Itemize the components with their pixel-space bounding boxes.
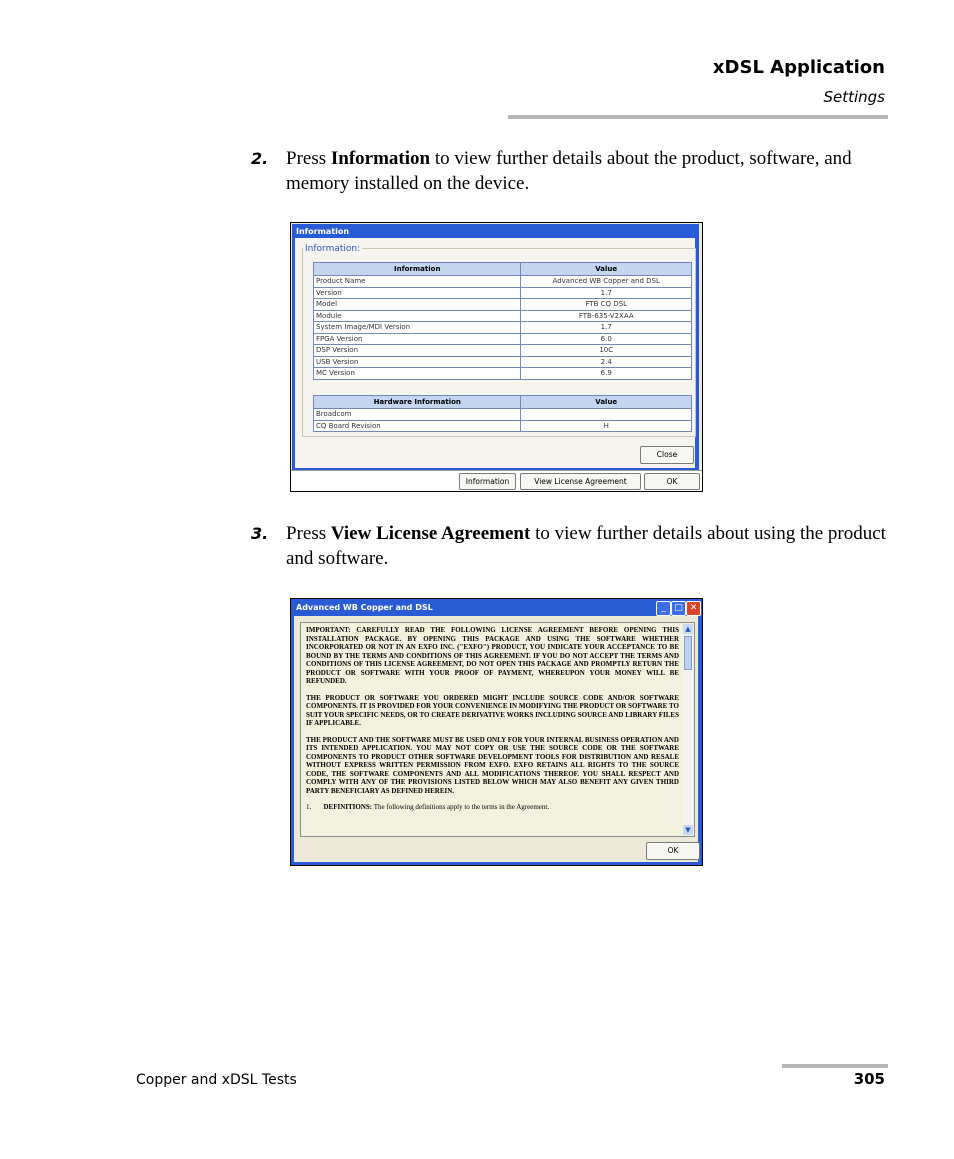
table-row [314, 356, 692, 368]
row-value: H [521, 420, 692, 432]
footer-rule [782, 1064, 888, 1068]
step-number: 2. [251, 149, 269, 168]
table-row [314, 310, 692, 322]
close-icon[interactable]: ✕ [686, 601, 701, 616]
row-value: Advanced WB Copper and DSL [521, 276, 692, 288]
row-value: FTB-635-V2XAA [521, 310, 692, 322]
step-2 [251, 146, 891, 196]
hardware-information-table [313, 395, 692, 432]
table-row [314, 368, 692, 380]
definitions-number: 1. [306, 803, 312, 811]
row-value: 6.9 [521, 368, 692, 380]
step-text-post: to view further details about the product, software, and memory installed on the device. [286, 148, 852, 194]
definitions-heading: DEFINITIONS: [323, 803, 373, 811]
column-header-hardware-information: Hardware Information [314, 396, 521, 409]
table-row [314, 287, 692, 299]
table-row [314, 299, 692, 311]
license-paragraph: IMPORTANT: CAREFULLY READ THE FOLLOWING LICENSE AGREEMENT BEFORE OPENING THIS INSTALLATION PACKAGE. BY OPENING THIS PACKAGE AND USING THE SOFTWARE WHETHER INCORPORATED OR NOT IN AN EXFO INC. ("EXFO") PRODUCT, YOU INDICATE YOUR ACCEPTANCE TO BE BOUND BY THE TERMS AND CONDITIONS OF THIS AGREEMENT. IF YOU DO NOT ACCEPT THE TERMS AND CONDITIONS OF THIS LICENSE AGREEMENT, DO NOT OPEN THIS PACKAGE AND PROMPTLY RETURN THE PRODUCT OR SOFTWARE WITH YOUR PROOF OF PAYMENT, WHEREUPON YOUR MONEY WILL BE REFUNDED. [306, 626, 679, 685]
license-text-area[interactable] [300, 622, 695, 837]
column-header-value: Value [521, 263, 692, 276]
information-dialog [292, 224, 699, 470]
footer-section-title: Copper and xDSL Tests [136, 1072, 297, 1088]
row-label: System Image/MDI Version [314, 322, 521, 334]
scroll-down-icon[interactable]: ▼ [683, 825, 693, 835]
minimize-icon[interactable]: _ [656, 601, 671, 616]
row-label: Module [314, 310, 521, 322]
table-row [314, 409, 692, 421]
column-header-information: Information [314, 263, 521, 276]
row-value: FTB CQ DSL [521, 299, 692, 311]
maximize-icon[interactable]: □ [671, 601, 686, 616]
dialog-body [295, 238, 695, 468]
row-label: FPGA Version [314, 333, 521, 345]
row-label: Model [314, 299, 521, 311]
row-label: Product Name [314, 276, 521, 288]
header-rule [508, 115, 888, 119]
row-label: USB Version [314, 356, 521, 368]
row-label: CQ Board Revision [314, 420, 521, 432]
step-text-bold: Information [330, 148, 431, 169]
license-text [306, 626, 679, 820]
definitions-paragraph [306, 803, 679, 812]
running-header-subtitle: Settings [823, 88, 885, 106]
step-text-post: to view further details about using the product and software. [286, 523, 886, 569]
license-dialog-screenshot [290, 598, 703, 866]
row-value: 2.4 [521, 356, 692, 368]
step-number: 3. [251, 524, 269, 543]
page-number: 305 [853, 1070, 885, 1088]
ok-button[interactable]: OK [646, 842, 700, 860]
dialog-title: Information [296, 227, 350, 236]
information-table [313, 262, 692, 380]
row-value: 1.7 [521, 287, 692, 299]
row-label: DSP Version [314, 345, 521, 357]
close-button[interactable]: Close [640, 446, 694, 464]
table-row [314, 333, 692, 345]
table-row [314, 322, 692, 334]
ok-button[interactable]: OK [644, 473, 700, 490]
bottom-button-bar [291, 470, 702, 492]
step-text-pre: Press [286, 148, 331, 169]
row-value: 1.7 [521, 322, 692, 334]
information-button[interactable]: Information [459, 473, 516, 490]
definitions-text: The following definitions apply to the terms in the Agreement. [372, 803, 550, 811]
step-text-bold: View License Agreement [330, 523, 531, 544]
step-text [286, 521, 891, 571]
vertical-scrollbar[interactable] [683, 624, 693, 835]
license-paragraph: THE PRODUCT OR SOFTWARE YOU ORDERED MIGHT INCLUDE SOURCE CODE AND/OR SOFTWARE COMPONENTS. IT IS PROVIDED FOR YOUR CONVENIENCE IN MODIFYING THE PRODUCT OR SOFTWARE TO SUIT YOUR SPECIFIC NEEDS, OR TO CREATE DERIVATIVE WORKS INCLUDING SOURCE AND LIBRARY FILES IF APPLICABLE. [306, 693, 679, 727]
step-3 [251, 521, 891, 571]
dialog-body [294, 616, 698, 862]
table-row [314, 345, 692, 357]
dialog-title: Advanced WB Copper and DSL [296, 603, 433, 612]
row-value [521, 409, 692, 421]
step-text-pre: Press [286, 523, 331, 544]
information-dialog-screenshot [290, 222, 703, 492]
license-paragraph: THE PRODUCT AND THE SOFTWARE MUST BE USED ONLY FOR YOUR INTERNAL BUSINESS OPERATION AND ITS INTENDED APPLICATION. YOU MAY NOT COPY OR USE THE SOURCE CODE OR THE SOFTWARE COMPONENTS TO PRODUCT OTHER SOFTWARE DEVELOPMENT TOOLS FOR DISTRIBUTION AND RESALE WITHOUT EXPRESS WRITTEN PERMISSION FROM EXFO. EXFO RETAINS ALL RIGHTS TO THE SOURCE CODE, THE SOFTWARE COMPONENTS AND ALL MODIFICATIONS THEREOF. YOU SHALL RESPECT AND COMPLY WITH ANY OF THE PROVISIONS LISTED BELOW WHICH MAY ALSO BENEFIT ANY GIVEN THIRD PARTY BENEFICIARY AS DEFINED HEREIN. [306, 735, 679, 795]
view-license-agreement-button[interactable]: View License Agreement [520, 473, 641, 490]
running-header-title: xDSL Application [712, 57, 885, 78]
scroll-up-icon[interactable]: ▲ [683, 624, 693, 634]
row-value: 10C [521, 345, 692, 357]
group-label: Information: [305, 244, 361, 254]
table-row [314, 276, 692, 288]
row-value: 6.0 [521, 333, 692, 345]
row-label: MC Version [314, 368, 521, 380]
row-label: Broadcom [314, 409, 521, 421]
table-row [314, 420, 692, 432]
scroll-thumb[interactable] [684, 636, 692, 670]
step-text [286, 146, 891, 196]
column-header-value: Value [521, 396, 692, 409]
row-label: Version [314, 287, 521, 299]
